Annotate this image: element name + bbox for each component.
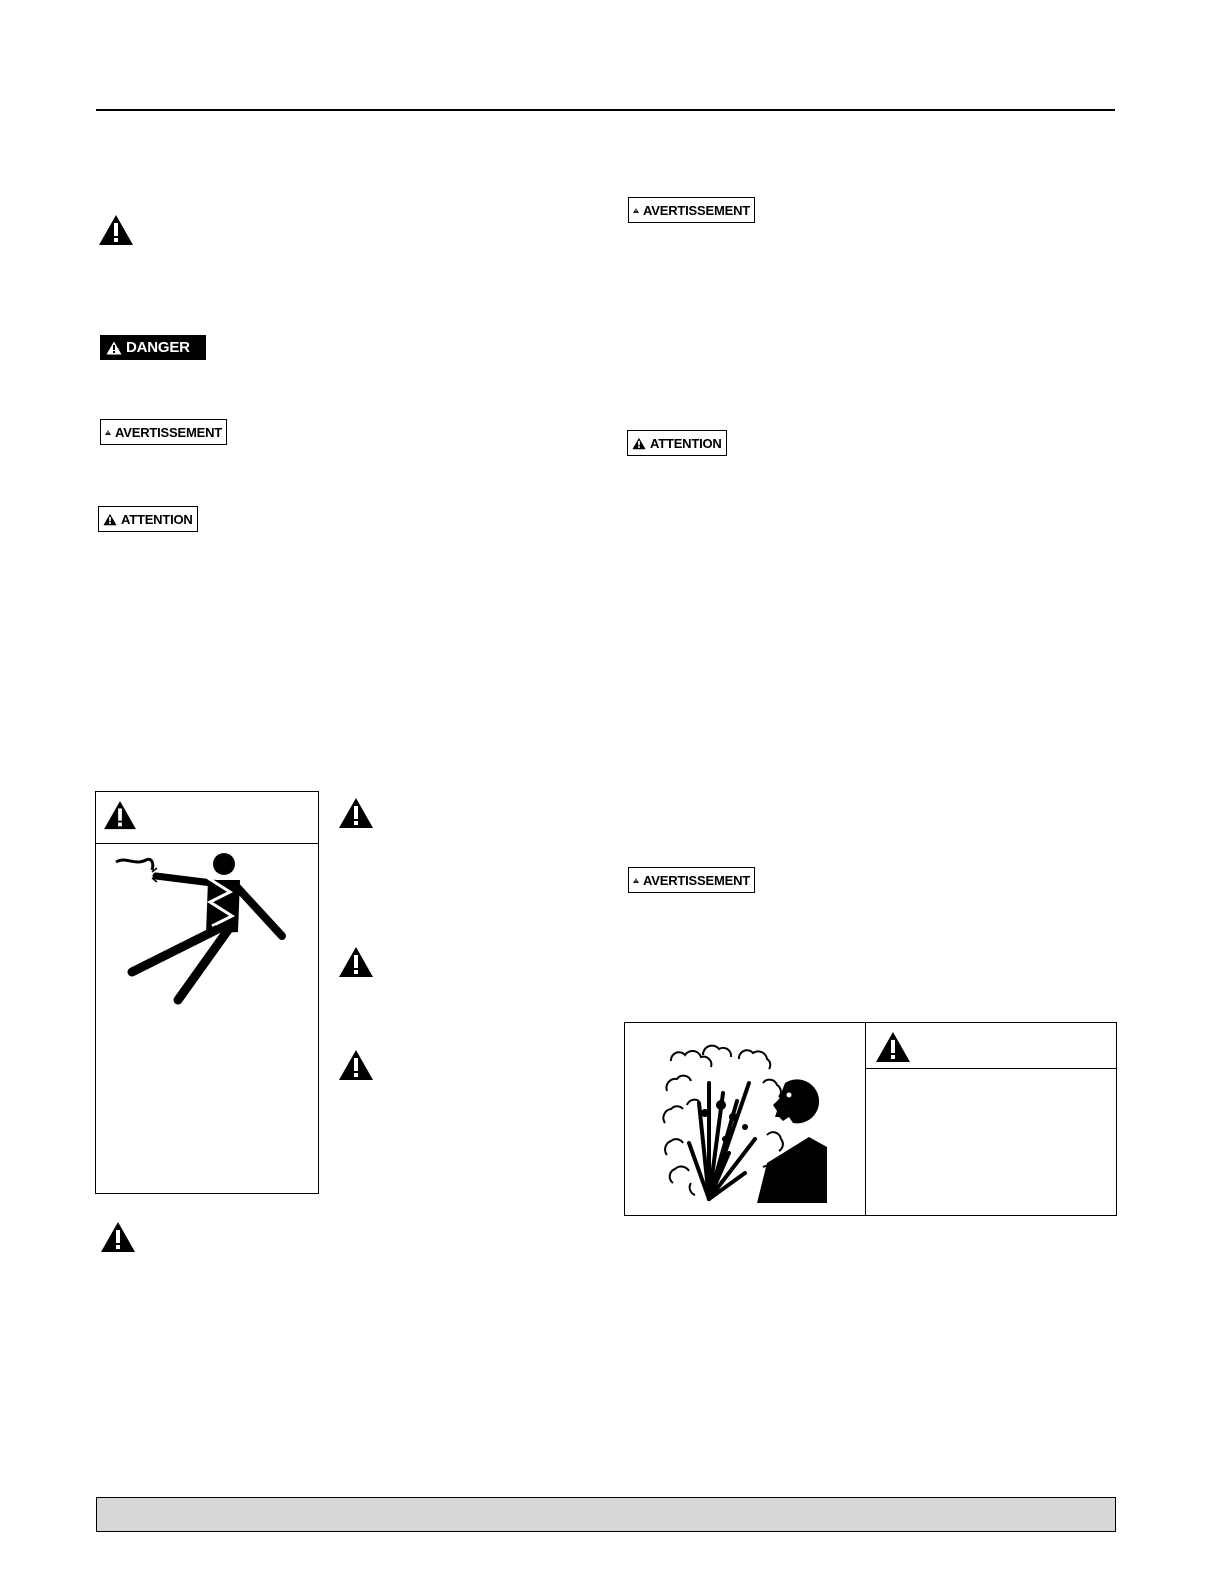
warning-triangle-icon [105, 426, 111, 439]
explosion-hazard-figure [624, 1022, 1117, 1216]
electric-shock-hazard-icon [112, 850, 312, 1012]
warning-label [628, 197, 755, 223]
warning-triangle-icon [633, 204, 639, 217]
caution-label-text: ATTENTION [650, 435, 722, 451]
header-rule [96, 109, 1115, 111]
warning-triangle-icon [103, 800, 137, 830]
warning-label-text: AVERTISSEMENT [643, 202, 750, 218]
warning-triangle-icon [338, 797, 374, 829]
warning-triangle-icon [106, 341, 122, 355]
caution-label [627, 430, 727, 456]
caution-label-text: ATTENTION [121, 511, 193, 527]
warning-triangle-icon [875, 1031, 911, 1063]
shock-hazard-figure [95, 791, 319, 1194]
explosion-hazard-icon [659, 1043, 839, 1208]
warning-triangle-icon [632, 437, 646, 450]
caution-label [98, 506, 198, 532]
figure-divider [865, 1023, 866, 1215]
warning-triangle-icon [103, 513, 117, 526]
warning-triangle-icon [98, 214, 134, 246]
warning-triangle-icon [338, 946, 374, 978]
figure-divider [866, 1068, 1116, 1069]
danger-label-text: DANGER [126, 339, 190, 356]
warning-triangle-icon [633, 874, 639, 887]
figure-divider [96, 843, 318, 844]
warning-label [100, 419, 227, 445]
warning-label [628, 867, 755, 893]
warning-label-text: AVERTISSEMENT [115, 424, 222, 440]
warning-label-text: AVERTISSEMENT [643, 872, 750, 888]
warning-triangle-icon [100, 1221, 136, 1253]
danger-label [100, 335, 206, 360]
footer-bar [96, 1497, 1116, 1532]
warning-triangle-icon [338, 1049, 374, 1081]
